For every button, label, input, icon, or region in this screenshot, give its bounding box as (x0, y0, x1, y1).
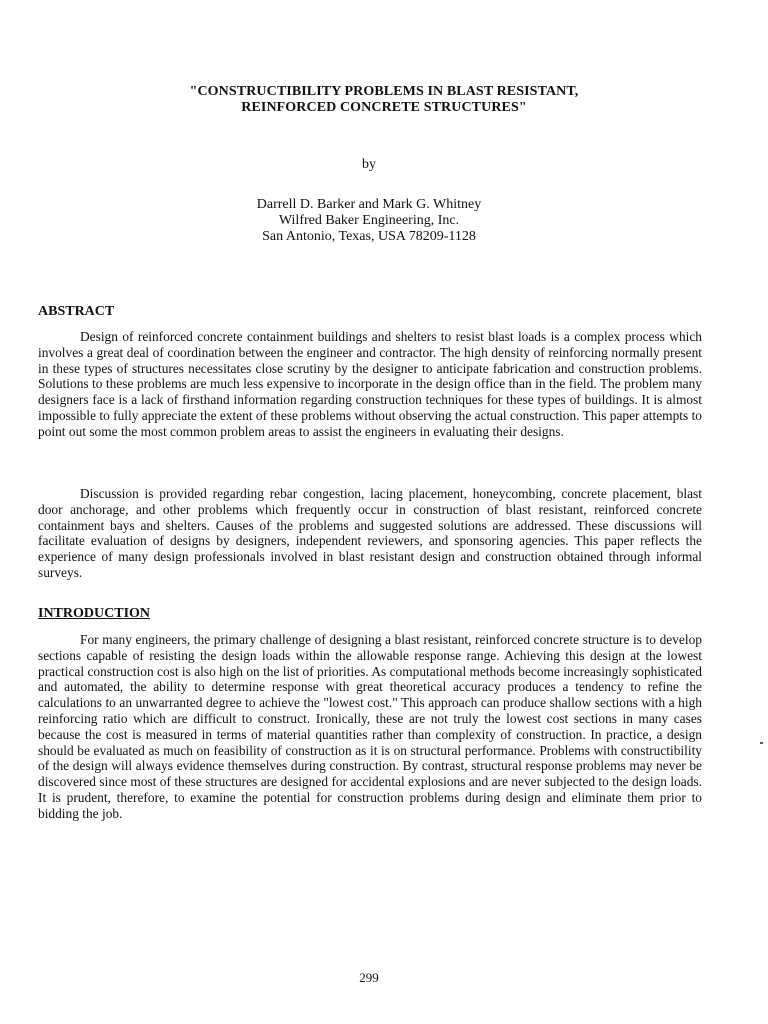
byline: by (362, 157, 376, 172)
author-location: San Antonio, Texas, USA 78209-1128 (262, 229, 476, 244)
introduction-paragraph-1: For many engineers, the primary challenge of designing a blast resistant, reinforced concrete structure is to develop sections capable of resisting the design loads within the allowable response range. Achieving this design at the lowest practical construction cost is also high on the list of priorities. As computational methods become increasingly sophisticated and automated, the ability to determine response with great theoretical accuracy produces a tendency to refine the calculations to an unwarranted degree to achieve the "lowest cost." This approach can produce shallow sections with a high reinforcing ratio which are difficult to construct. Ironically, these are not truly the lowest cost sections in many cases because the cost is measured in terms of material quantities rather than complexity of construction. In practice, a design should be evaluated as much on feasibility of construction as it is on structural performance. Problems with constructibility of the design will always evidence themselves during construction. By contrast, structural response problems may never be discovered since most of these structures are designed for accidental explosions and are never subjected to the design loads. It is prudent, therefore, to examine the potential for construction problems during design and eliminate them prior to bidding the job. (38, 632, 702, 821)
abstract-paragraph-1: Design of reinforced concrete containment buildings and shelters to resist blast loads is a complex process which involves a great deal of coordination between the engineer and contractor. The high density of reinforcing normally present in these types of structures necessitates close scrutiny by the designer to anticipate fabrication and construction problems. Solutions to these problems are much less expensive to incorporate in the design office than in the field. The problem many designers face is a lack of firsthand information regarding construction techniques for these types of buildings. It is almost impossible to fully appreciate the extent of these problems without observing the actual construction. This paper attempts to point out some the most common problem areas to assist the engineers in evaluating their designs. (38, 329, 702, 439)
paper-title-line-2: REINFORCED CONCRETE STRUCTURES" (241, 100, 527, 115)
scan-speck (760, 742, 763, 744)
author-names: Darrell D. Barker and Mark G. Whitney (256, 197, 482, 212)
abstract-paragraph-2: Discussion is provided regarding rebar congestion, lacing placement, honeycombing, concrete placement, blast door anchorage, and other problems which frequently occur in construction of blast resistant, reinforced concrete containment bays and shelters. Causes of the problems and suggested solutions are addressed. These discussions will facilitate evaluation of designs by designers, independent reviewers, and sponsoring agencies. This paper reflects the experience of many design professionals involved in blast resistant design and construction obtained through informal surveys. (38, 486, 702, 580)
introduction-heading: INTRODUCTION (38, 606, 151, 621)
abstract-heading: ABSTRACT (38, 304, 115, 319)
paper-title-line-1: "CONSTRUCTIBILITY PROBLEMS IN BLAST RESISTANT, (189, 84, 579, 99)
author-organization: Wilfred Baker Engineering, Inc. (278, 213, 460, 228)
page-number: 299 (359, 970, 379, 985)
